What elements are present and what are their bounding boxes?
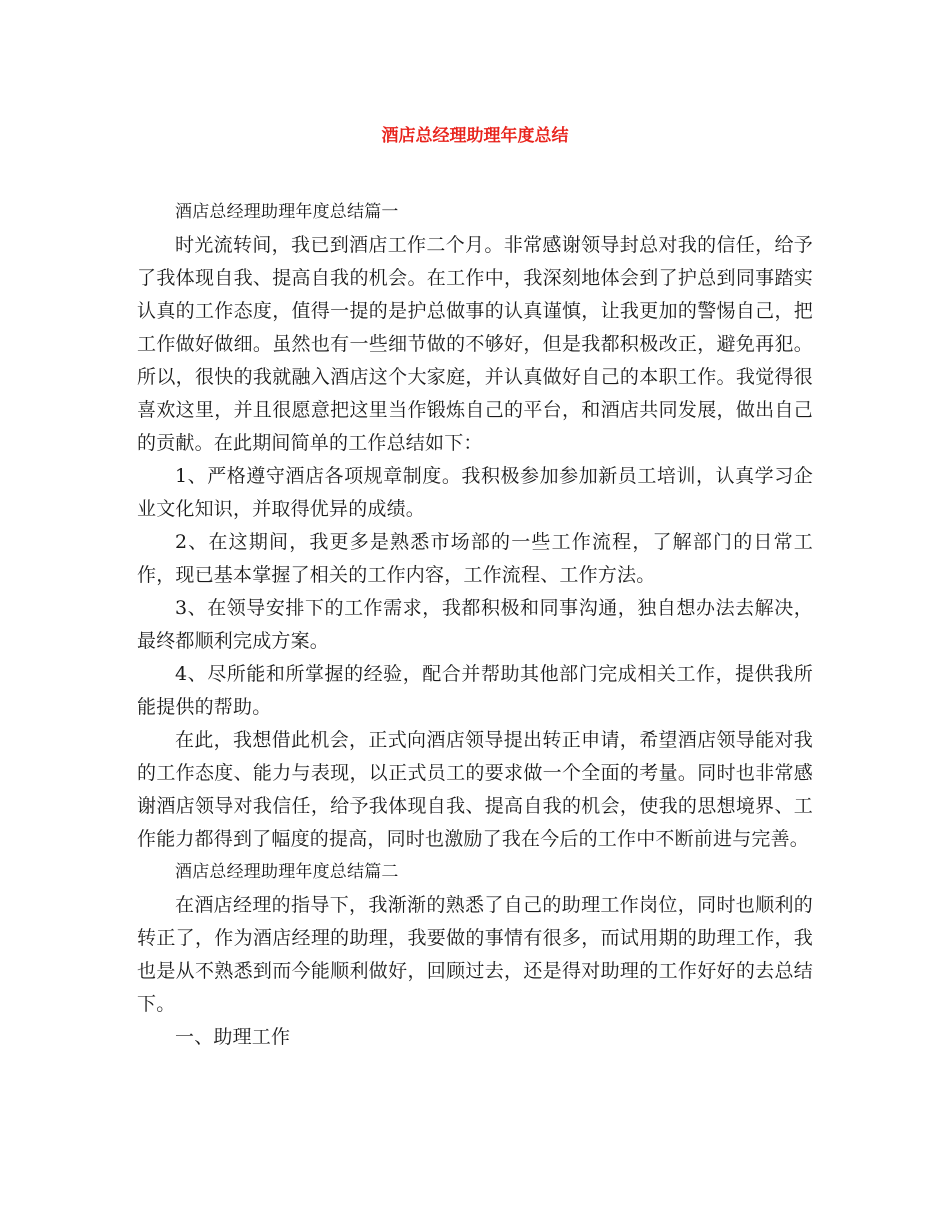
list-item-2: 2、在这期间，我更多是熟悉市场部的一些工作流程，了解部门的日常工作，现已基本掌握了相关的工作内容，工作流程、工作方法。 (137, 531, 813, 586)
document-title: 酒店总经理助理年度总结 (381, 126, 569, 146)
subsection-heading: 一、助理工作 (175, 1026, 291, 1048)
paragraph-part-two-intro: 在酒店经理的指导下，我渐渐的熟悉了自己的助理工作岗位，同时也顺利的转正了，作为酒店经理的助理，我要做的事情有很多，而试用期的助理工作，我也是从不熟悉到而今能顺利做好，回顾过去，还是得对助理的工作好好的去总结下。 (137, 894, 813, 1015)
section-heading-part-one: 酒店总经理助理年度总结篇一 (175, 202, 399, 222)
paragraph-intro: 时光流转间，我已到酒店工作二个月。非常感谢领导封总对我的信任，给予了我体现自我、提高自我的机会。在工作中，我深刻地体会到了护总到同事踏实认真的工作态度，值得一提的是护总做事的认真谨慎，让我更加的警惕自己，把工作做好做细。虽然也有一些细节做的不够好，但是我都积极改正，避免再犯。所以，很快的我就融入酒店这个大家庭，并认真做好自己的本职工作。我觉得很喜欢这里，并且很愿意把这里当作锻炼自己的平台，和酒店共同发展，做出自己的贡献。在此期间简单的工作总结如下： (137, 234, 813, 454)
document-body (137, 196, 813, 1054)
section-heading-part-two: 酒店总经理助理年度总结篇二 (175, 862, 399, 882)
list-item-1: 1、严格遵守酒店各项规章制度。我积极参加参加新员工培训，认真学习企业文化知识，并取得优异的成绩。 (137, 465, 813, 520)
list-item-4: 4、尽所能和所掌握的经验，配合并帮助其他部门完成相关工作，提供我所能提供的帮助。 (137, 663, 813, 718)
list-item-3: 3、在领导安排下的工作需求，我都积极和同事沟通，独自想办法去解决，最终都顺利完成方案。 (137, 597, 813, 652)
paragraph-conclusion: 在此，我想借此机会，正式向酒店领导提出转正申请，希望酒店领导能对我的工作态度、能力与表现，以正式员工的要求做一个全面的考量。同时也非常感谢酒店领导对我信任，给予我体现自我、提高自我的机会，使我的思想境界、工作能力都得到了幅度的提高，同时也激励了我在今后的工作中不断前进与完善。 (137, 729, 813, 850)
